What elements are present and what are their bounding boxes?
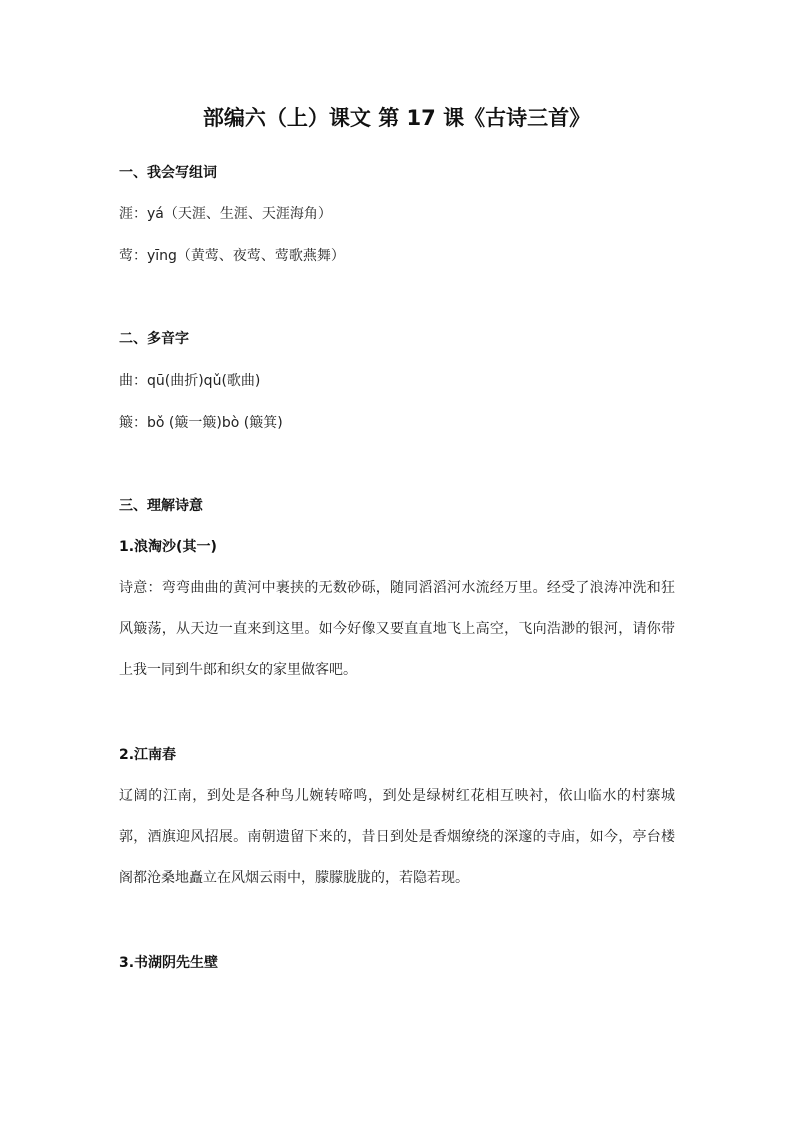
poem-title-shuhuyin: 3.书湖阴先生壁 — [119, 955, 219, 971]
section-heading-writing-words: 一、我会写组词 — [119, 165, 217, 181]
poem-meaning-jiangnanchun: 辽阔的江南，到处是各种鸟儿婉转啼鸣，到处是绿树红花相互映衬，依山临水的村寨城郭，酒旗迎风招展。南朝遗留下来的，昔日到处是香烟缭绕的深邃的寺庙，如今，亭台楼阁都沧桑地矗立在风烟云雨中，朦朦胧胧的，若隐若现。 — [119, 788, 675, 886]
word-entry-ya: 涯：yá（天涯、生涯、天涯海角） — [119, 206, 332, 222]
polyphonic-entry-bo: 簸：bǒ (簸一簸)bò (簸箕) — [119, 415, 283, 431]
poem-meaning-langtaosha: 诗意：弯弯曲曲的黄河中裹挟的无数砂砾，随同滔滔河水流经万里。经受了浪涛冲洗和狂风簸荡，从天边一直来到这里。如今好像又要直直地飞上高空，飞向浩渺的银河，请你带上我一同到牛郎和织女的家里做客吧。 — [119, 580, 675, 678]
section-heading-polyphonic: 二、多音字 — [119, 331, 189, 347]
poem-title-langtaosha: 1.浪淘沙(其一) — [119, 539, 217, 555]
document-title: 部编六（上）课文 第 17 课《古诗三首》 — [202, 106, 591, 130]
section-heading-poem-meaning: 三、理解诗意 — [119, 498, 203, 514]
word-entry-ying: 莺：yīng（黄莺、夜莺、莺歌燕舞） — [119, 248, 345, 264]
poem-title-jiangnanchun: 2.江南春 — [119, 747, 177, 763]
polyphonic-entry-qu: 曲：qū(曲折)qǔ(歌曲) — [119, 373, 261, 389]
